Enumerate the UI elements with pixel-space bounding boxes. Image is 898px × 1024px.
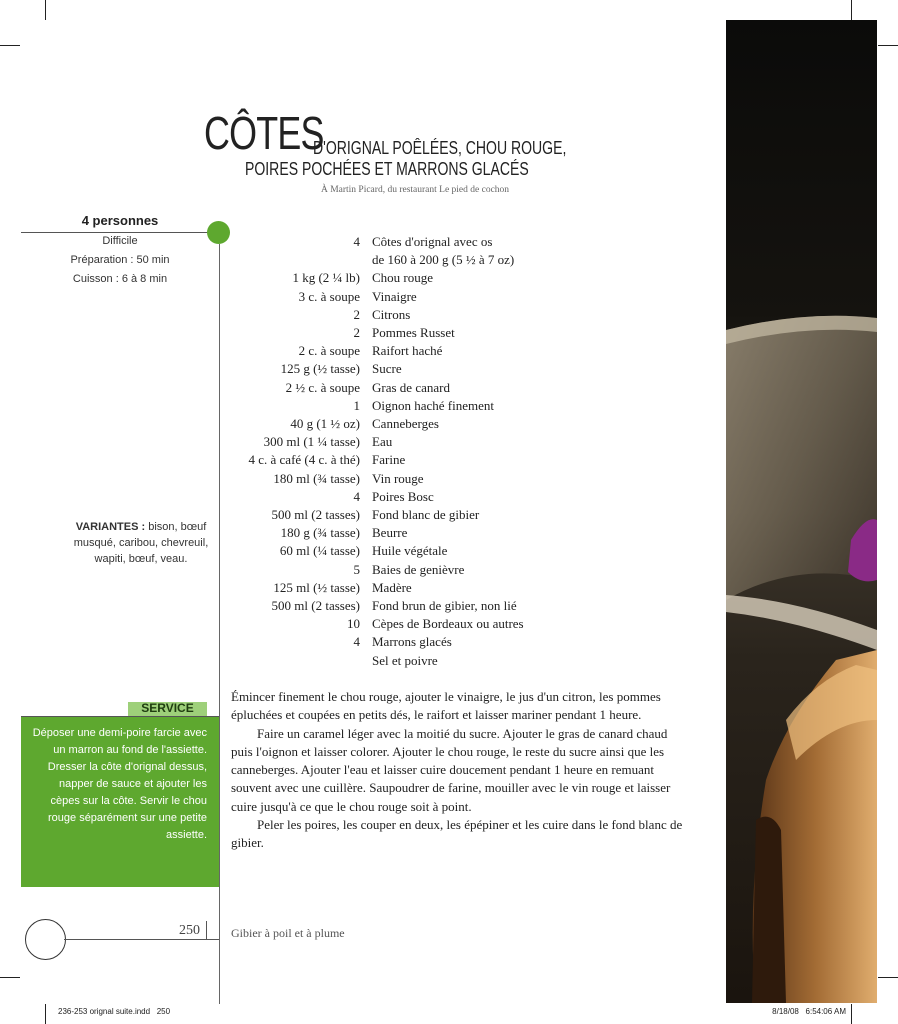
dish-photo-image bbox=[726, 20, 877, 1003]
ingredient-quantity: 4 c. à café (4 c. à thé) bbox=[248, 452, 360, 468]
prep-time: Préparation : 50 min bbox=[70, 254, 170, 266]
page-number-circle bbox=[25, 919, 66, 960]
ingredient-quantity: 5 bbox=[353, 561, 360, 577]
ingredient-row bbox=[225, 615, 524, 633]
crop-mark bbox=[878, 977, 898, 978]
ingredient-row bbox=[225, 542, 524, 560]
ingredient-row bbox=[225, 288, 524, 306]
ingredient-row bbox=[225, 470, 524, 488]
ingredient-quantity: 60 ml (¼ tasse) bbox=[279, 543, 360, 559]
variants-note bbox=[66, 519, 216, 567]
ingredient-quantity: 125 ml (½ tasse) bbox=[273, 579, 360, 595]
crop-mark bbox=[0, 45, 20, 46]
recipe-title-line2: POIRES POCHÉES ET MARRONS GLACÉS bbox=[245, 159, 529, 179]
ingredient-quantity: 500 ml (2 tasses) bbox=[271, 507, 360, 523]
ingredient-name: Poires Bosc bbox=[372, 488, 434, 504]
section-name: Gibier à poil et à plume bbox=[231, 926, 345, 940]
ingredient-row bbox=[225, 633, 524, 651]
method-text bbox=[231, 688, 686, 853]
ingredient-quantity: 2 bbox=[353, 306, 360, 322]
ingredient-name: Fond brun de gibier, non lié bbox=[372, 598, 517, 614]
ingredient-name: Côtes d'orignal avec os bbox=[372, 234, 493, 249]
ingredient-name: Beurre bbox=[372, 525, 408, 541]
ingredient-name: Huile végétale bbox=[372, 543, 448, 559]
method-paragraph: Peler les poires, les couper en deux, les épépiner et les cuire dans le fond blanc de gibier. bbox=[231, 817, 683, 851]
cook-time: Cuisson : 6 à 8 min bbox=[72, 273, 168, 285]
ingredient-name: de 160 à 200 g (5 ½ à 7 oz) bbox=[372, 252, 515, 268]
ingredient-row bbox=[225, 324, 524, 342]
ingredient-quantity: 180 g (¾ tasse) bbox=[280, 525, 360, 541]
method-paragraph: Faire un caramel léger avec la moitié du sucre. Ajouter le gras de canard chaud puis l'oignon et laisser colorer. Ajouter le chou rouge, le reste du sucre ainsi que les canneberges. Ajouter l'eau et laisser cuire doucement pendant 1 heure en remuant souvent avec une cuillère. Saupoudrer de farine, mouiller avec le vin rouge et laisser cuire jusqu'à ce que le chou rouge soit à point. bbox=[231, 725, 671, 814]
crop-mark bbox=[45, 0, 46, 20]
ingredient-name: Canneberges bbox=[372, 416, 439, 432]
ingredient-name: Baies de genièvre bbox=[372, 561, 465, 577]
ingredient-list bbox=[225, 233, 524, 670]
service-text: Déposer une demi-poire farcie avec un marron au fond de l'assiette. Dresser la côte d'orignal dessus, napper de sauce et ajouter les cèpes sur la côte. Servir le chou rouge séparément sur une petite assiette. bbox=[32, 727, 207, 841]
ingredient-row bbox=[225, 342, 524, 360]
ingredient-name: Fond blanc de gibier bbox=[372, 507, 480, 523]
recipe-credit: À Martin Picard, du restaurant Le pied de cochon bbox=[320, 185, 510, 195]
ingredient-quantity: 2 bbox=[353, 325, 360, 341]
ingredient-name: Sel et poivre bbox=[372, 652, 438, 668]
ingredient-quantity: 1 kg (2 ¼ lb) bbox=[292, 270, 360, 286]
method-paragraph: Émincer finement le chou rouge, ajouter le vinaigre, le jus d'un citron, les pommes épluchées et coupées en petits dés, le raifort et laisser mariner pendant 1 heure. bbox=[231, 689, 661, 723]
ingredient-quantity: 300 ml (1 ¼ tasse) bbox=[263, 434, 360, 450]
ingredient-name: Vinaigre bbox=[372, 288, 417, 304]
ingredient-row bbox=[225, 251, 524, 269]
service-heading: SERVICE bbox=[141, 701, 194, 715]
dish-photo bbox=[726, 20, 877, 1003]
ingredient-row bbox=[225, 379, 524, 397]
ingredient-row bbox=[225, 579, 524, 597]
ingredient-row bbox=[225, 451, 524, 469]
ingredient-quantity: 500 ml (2 tasses) bbox=[271, 598, 360, 614]
ingredient-quantity: 4 bbox=[353, 488, 360, 504]
ingredient-row bbox=[225, 597, 524, 615]
crop-mark bbox=[45, 1004, 46, 1024]
ingredient-name: Sucre bbox=[372, 361, 402, 377]
ingredient-quantity: 4 bbox=[353, 634, 360, 650]
crop-mark bbox=[878, 45, 898, 46]
recipe-title-main: CÔTES bbox=[204, 107, 324, 159]
ingredient-quantity: 1 bbox=[353, 397, 360, 413]
ingredient-row bbox=[225, 269, 524, 287]
ingredient-quantity bbox=[225, 251, 372, 269]
ingredient-name: Eau bbox=[372, 434, 393, 450]
ingredient-name: Vin rouge bbox=[372, 470, 424, 486]
ingredient-row bbox=[225, 415, 524, 433]
ingredient-quantity: 125 g (½ tasse) bbox=[280, 361, 360, 377]
ingredient-name: Citrons bbox=[372, 306, 411, 322]
crop-mark bbox=[851, 0, 852, 20]
ingredient-row bbox=[225, 397, 524, 415]
column-rule bbox=[219, 244, 220, 1004]
ingredient-quantity: 10 bbox=[347, 616, 360, 632]
ingredient-row bbox=[225, 360, 524, 378]
ingredient-name: Marrons glacés bbox=[372, 634, 452, 650]
recipe-title-line1: D'ORIGNAL POÊLÉES, CHOU ROUGE, bbox=[313, 138, 567, 158]
footer-rule bbox=[64, 939, 219, 940]
crop-mark bbox=[851, 1004, 852, 1024]
ingredient-name: Gras de canard bbox=[372, 379, 450, 395]
variants-label: VARIANTES : bbox=[75, 521, 146, 533]
ingredient-row bbox=[225, 506, 524, 524]
ingredient-name: Madère bbox=[372, 579, 412, 595]
ingredient-row bbox=[225, 433, 524, 451]
ingredient-name: Raifort haché bbox=[372, 343, 443, 359]
ingredient-quantity: 4 bbox=[353, 234, 360, 249]
ingredient-quantity: 3 c. à soupe bbox=[298, 288, 360, 304]
ingredient-name: Cèpes de Bordeaux ou autres bbox=[372, 616, 524, 632]
ingredient-row bbox=[225, 306, 524, 324]
ingredient-name: Chou rouge bbox=[372, 270, 434, 286]
ingredient-row bbox=[225, 652, 524, 670]
crop-mark bbox=[0, 977, 20, 978]
ingredient-name: Pommes Russet bbox=[372, 325, 455, 341]
ingredient-row bbox=[225, 488, 524, 506]
ingredient-row bbox=[225, 561, 524, 579]
slug-file: 236-253 orignal suite.indd 250 bbox=[58, 1007, 171, 1016]
page-number: 250 bbox=[179, 923, 200, 938]
ingredient-quantity: 2 ½ c. à soupe bbox=[285, 379, 360, 395]
ingredient-name: Oignon haché finement bbox=[372, 397, 495, 413]
page-number-tick bbox=[206, 921, 207, 939]
ingredient-quantity: 180 ml (¾ tasse) bbox=[273, 470, 360, 486]
ingredient-name: Farine bbox=[372, 452, 406, 468]
ingredient-quantity bbox=[225, 652, 372, 670]
servings-label: 4 personnes bbox=[81, 213, 159, 228]
ingredient-row bbox=[225, 233, 524, 251]
slug-date: 8/18/08 6:54:06 AM bbox=[772, 1007, 846, 1016]
variants-text: bison, bœuf musqué, caribou, chevreuil, wapiti, bœuf, veau. bbox=[73, 521, 209, 565]
difficulty-label: Difficile bbox=[102, 235, 138, 247]
ingredient-quantity: 40 g (1 ½ oz) bbox=[290, 416, 360, 432]
sidebar-divider bbox=[21, 232, 219, 233]
ingredient-row bbox=[225, 524, 524, 542]
ingredient-quantity: 2 c. à soupe bbox=[298, 343, 360, 359]
